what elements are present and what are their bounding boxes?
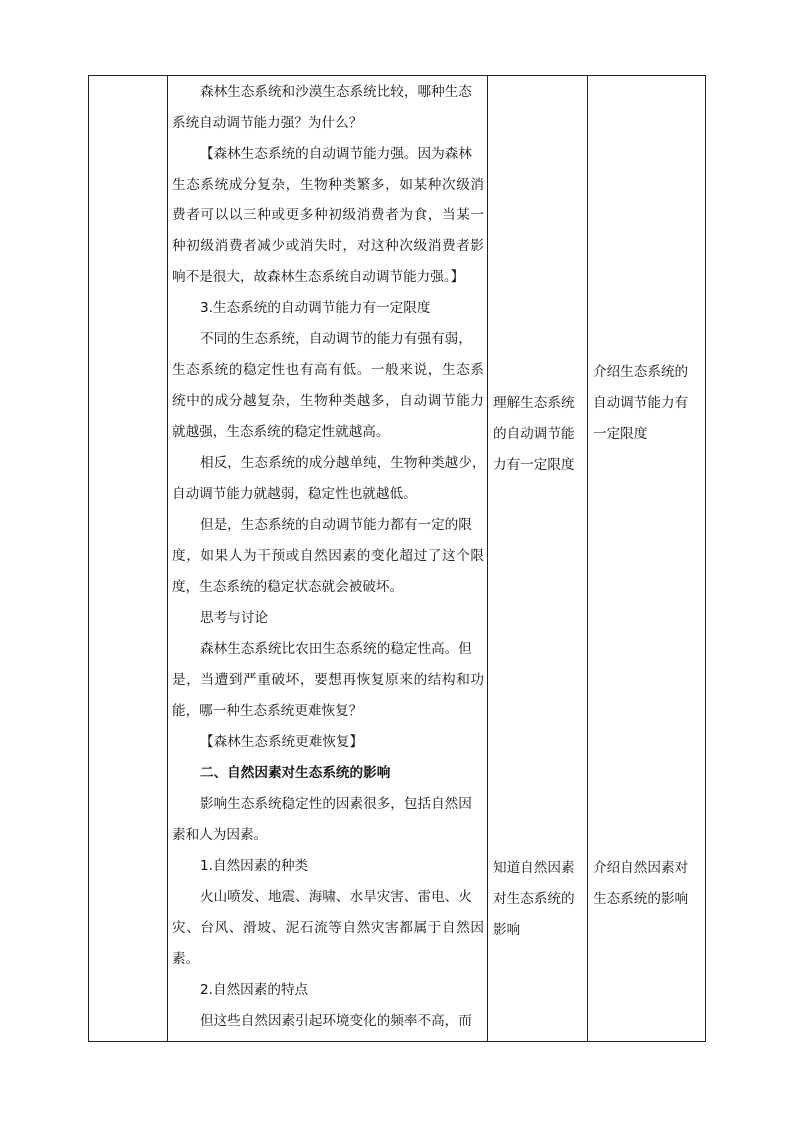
objective-line: 对生态系统的: [493, 891, 575, 907]
text-line: 素和人为因素。: [172, 827, 268, 843]
objective-line: 力有一定限度: [493, 457, 575, 473]
text-line: 就越强，生态系统的稳定性就越高。: [172, 424, 390, 440]
text-line: 【森林生态系统的自动调节能力强。因为森林: [200, 146, 472, 162]
text-line: 响不是很大，故森林生态系统自动调节能力强。】: [172, 269, 465, 285]
objective-line: 影响: [493, 922, 521, 938]
text-line: 种初级消费者减少或消失时，对这种次级消费者影: [172, 238, 484, 254]
objective-line: 理解生态系统: [493, 395, 575, 411]
text-line: 2.自然因素的特点: [200, 982, 309, 998]
text-line: 但是，生态系统的自动调节能力都有一定的限: [200, 517, 472, 533]
text-line: 自动调节能力就越弱，稳定性也就越低。: [172, 486, 417, 502]
text-line: 是，当遭到严重破坏，要想再恢复原来的结构和功: [172, 672, 484, 688]
section-heading: 二、自然因素对生态系统的影响: [200, 765, 391, 781]
text-line: 不同的生态系统，自动调节的能力有强有弱，: [200, 331, 472, 347]
text-line: 度，生态系统的稳定状态就会被破坏。: [172, 579, 404, 595]
text-line: 生态系统的稳定性也有高有低。一般来说，生态系: [172, 362, 484, 378]
text-line: 火山喷发、地震、海啸、水旱灾害、雷电、火: [200, 889, 472, 905]
text-line: 【森林生态系统更难恢复】: [200, 734, 364, 750]
objective-line: 的自动调节能: [493, 426, 575, 442]
text-line: 森林生态系统和沙漠生态系统比较，哪种生态: [200, 84, 472, 100]
text-line: 度，如果人为干预或自然因素的变化超过了这个限: [172, 548, 484, 564]
text-line: 灾、台风、滑坡、泥石流等自然灾害都属于自然因: [172, 920, 484, 936]
objective-line: 知道自然因素: [493, 860, 575, 876]
text-line: 生态系统成分复杂，生物种类繁多，如某种次级消: [172, 177, 484, 193]
activity-line: 介绍生态系统的: [593, 364, 689, 380]
activity-line: 介绍自然因素对: [593, 860, 689, 876]
text-line: 费者可以以三种或更多种初级消费者为食，当某一: [172, 207, 484, 223]
text-line: 能，哪一种生态系统更难恢复？: [172, 703, 363, 719]
text-line: 思考与讨论: [200, 610, 268, 626]
text-line: 系统自动调节能力强？为什么？: [172, 115, 363, 131]
activity-line: 一定限度: [593, 426, 648, 442]
table-divider-1: [167, 75, 168, 1042]
table-divider-3: [587, 75, 588, 1042]
activity-line: 生态系统的影响: [593, 891, 689, 907]
table-divider-2: [487, 75, 488, 1042]
text-line: 3.生态系统的自动调节能力有一定限度: [200, 300, 431, 316]
text-line: 统中的成分越复杂，生物种类越多，自动调节能力: [172, 393, 484, 409]
text-line: 1.自然因素的种类: [200, 858, 309, 874]
activity-line: 自动调节能力有: [593, 395, 689, 411]
text-line: 森林生态系统比农田生态系统的稳定性高。但: [200, 641, 472, 657]
text-line: 素。: [172, 951, 200, 967]
text-line: 但这些自然因素引起环境变化的频率不高，而: [200, 1013, 472, 1029]
text-line: 影响生态系统稳定性的因素很多，包括自然因: [200, 796, 472, 812]
text-line: 相反，生态系统的成分越单纯，生物种类越少，: [200, 455, 486, 471]
